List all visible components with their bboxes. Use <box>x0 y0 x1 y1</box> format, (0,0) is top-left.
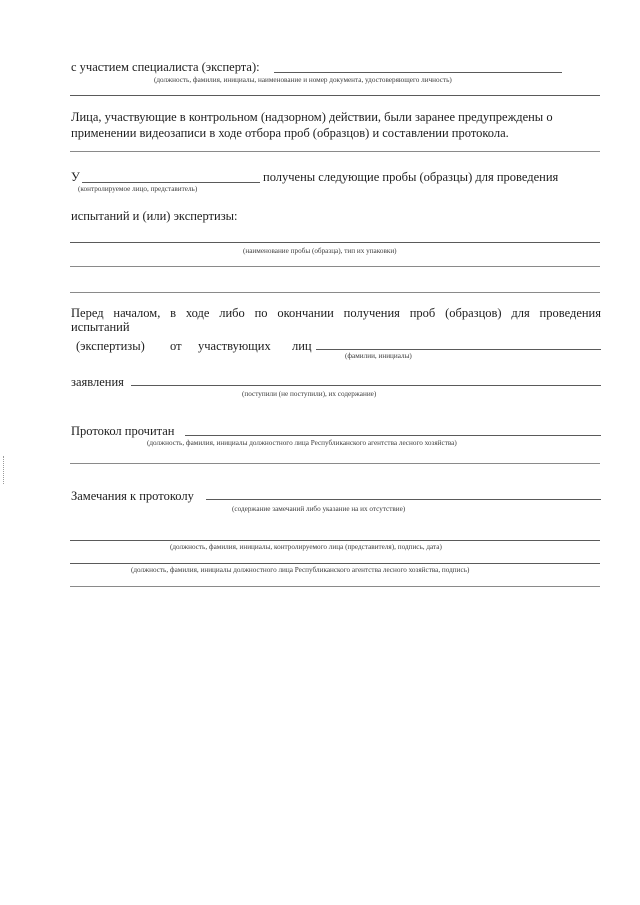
official-signature-field-continued[interactable] <box>70 586 600 587</box>
samples-text: получены следующие пробы (образцы) для проведения <box>263 170 559 184</box>
warning-line-1: Лица, участвующие в контрольном (надзорном) действии, были заранее предупреждены о <box>71 110 553 124</box>
scan-edge-marks <box>3 456 6 484</box>
read-field-continued[interactable] <box>70 463 600 464</box>
remarks-caption: (содержание замечаний либо указание на их отсутствие) <box>232 505 406 513</box>
before-word-expertise: (экспертизы) <box>76 339 145 353</box>
read-field[interactable] <box>185 435 601 436</box>
warning-line-2: применении видеозаписи в ходе отбора проб (образцов) и составлении протокола. <box>71 126 509 140</box>
read-caption: (должность, фамилия, инициалы должностного лица Республиканского агентства лесного хозяйства) <box>147 439 457 447</box>
statements-caption: (поступили (не поступили), их содержание) <box>242 390 377 398</box>
samples-text-2: испытаний и (или) экспертизы: <box>71 209 238 223</box>
specialist-field[interactable] <box>274 72 562 73</box>
controlled-signature-caption: (должность, фамилия, инициалы, контролируемого лица (представителя), подпись, дата) <box>170 543 442 551</box>
statements-field[interactable] <box>131 385 601 386</box>
read-label: Протокол прочитан <box>71 424 175 438</box>
before-line-2: испытаний <box>71 320 130 334</box>
persons-field[interactable] <box>316 349 601 350</box>
before-word-persons: лиц <box>292 339 312 353</box>
specialist-caption: (должность, фамилия, инициалы, наименование и номер документа, удостоверяющего личность) <box>154 76 452 84</box>
remarks-field[interactable] <box>206 499 601 500</box>
before-word-participating: участвующих <box>198 339 271 353</box>
controlled-person-caption: (контролируемое лицо, представитель) <box>78 185 198 193</box>
remarks-label: Замечания к протоколу <box>71 489 194 503</box>
specialist-field-continued[interactable] <box>70 95 600 96</box>
sample-name-field-2[interactable] <box>70 266 600 267</box>
sample-name-caption: (наименование пробы (образца), тип их упаковки) <box>243 247 397 255</box>
persons-caption: (фамилии, инициалы) <box>345 352 412 360</box>
warning-field[interactable] <box>70 151 600 152</box>
specialist-label: с участием специалиста (эксперта): <box>71 60 260 74</box>
samples-prefix: У <box>71 170 80 184</box>
controlled-person-field[interactable] <box>82 182 260 183</box>
controlled-signature-field[interactable] <box>70 540 600 541</box>
sample-name-field[interactable] <box>70 242 600 243</box>
official-signature-field[interactable] <box>70 563 600 564</box>
statements-label: заявления <box>71 375 124 389</box>
official-signature-caption: (должность, фамилия, инициалы должностного лица Республиканского агентства лесного хозяйства, подпись) <box>131 566 470 574</box>
before-word-from: от <box>170 339 182 353</box>
before-line-1: Перед началом, в ходе либо по окончании получения проб (образцов) для проведения <box>71 306 601 320</box>
sample-name-field-3[interactable] <box>70 292 600 293</box>
